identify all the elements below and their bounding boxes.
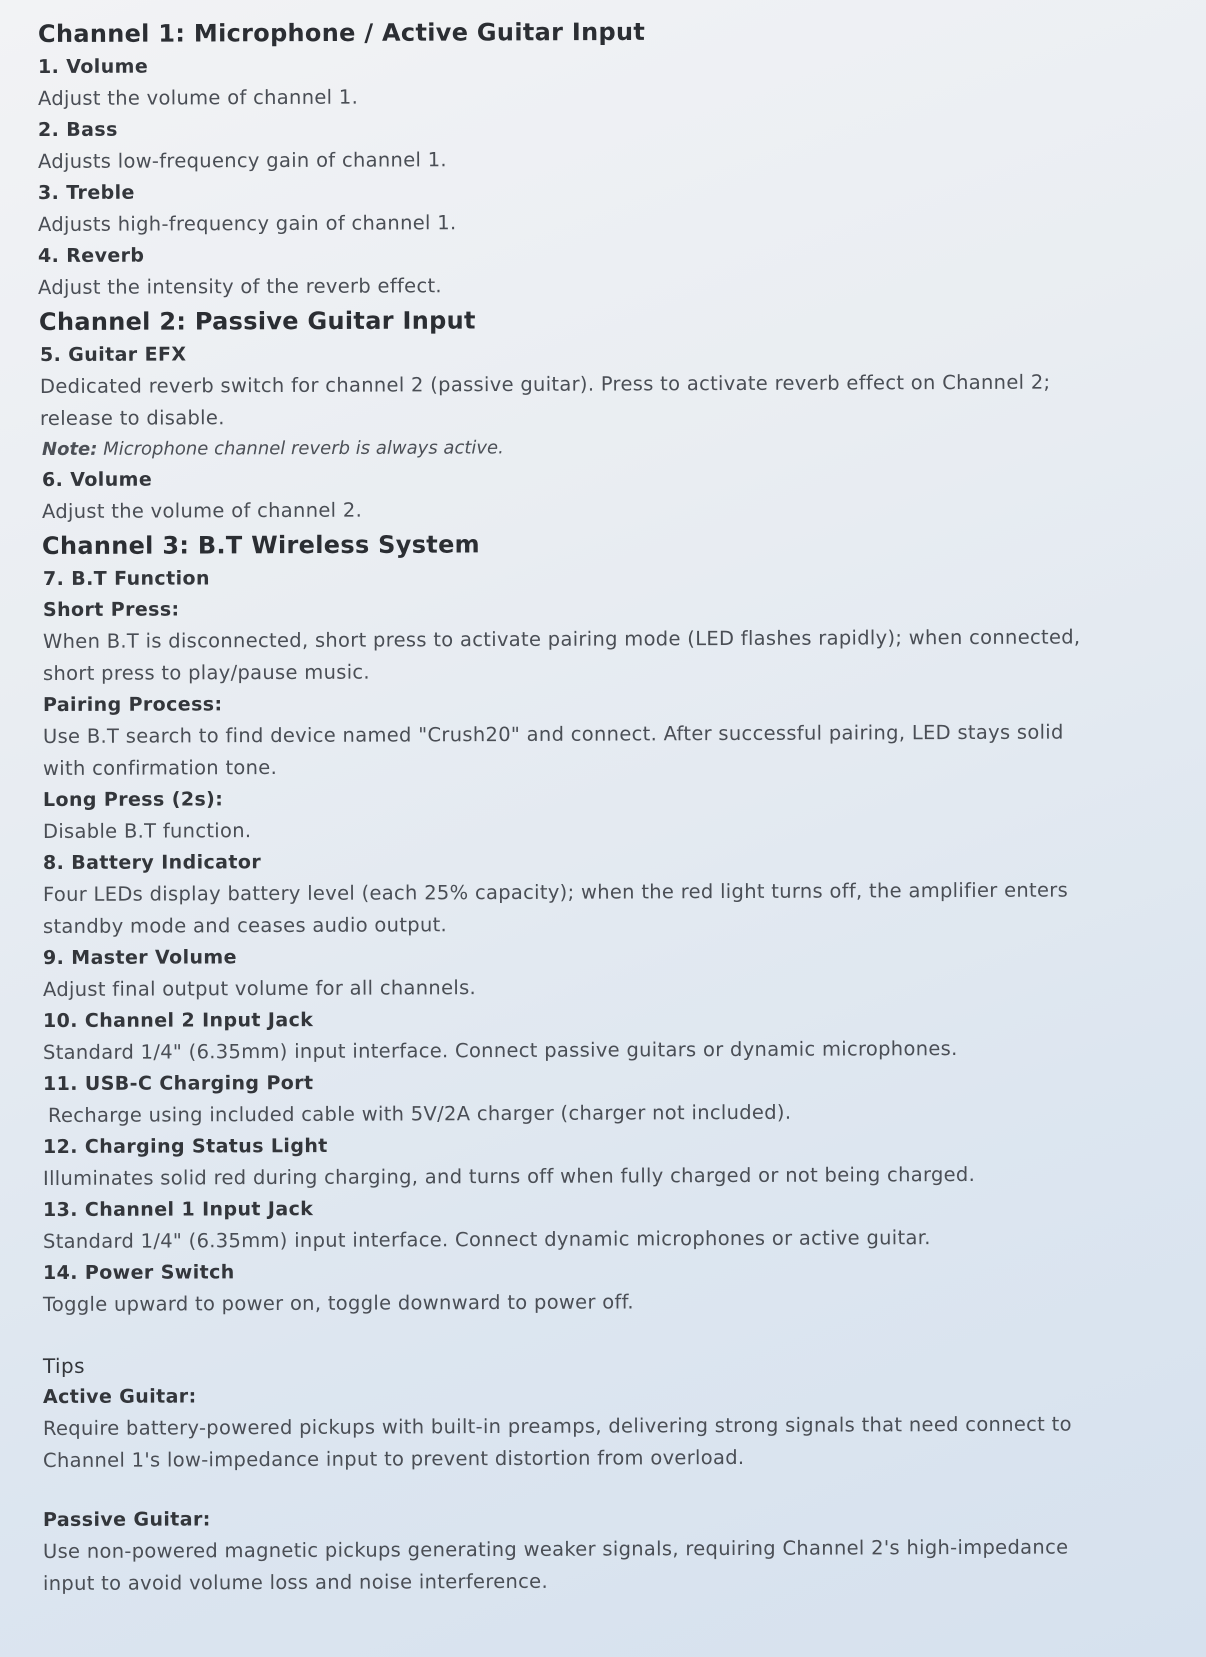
- item-13-text: Standard 1/4" (6.35mm) input interface. Connect dynamic microphones or active guitar.: [42, 1226, 931, 1253]
- item-2-title: 2. Bass: [37, 118, 118, 141]
- passive-guitar-label: Passive Guitar:: [42, 1508, 211, 1531]
- spacer: [38, 1321, 1178, 1351]
- item-11-text: Recharge using included cable with 5V/2A charger (charger not included).: [47, 1100, 792, 1127]
- tips-heading: Tips: [42, 1353, 85, 1378]
- long-press-label: Long Press (2s):: [42, 788, 224, 811]
- item-5-text-line2: release to disable.: [39, 406, 225, 430]
- item-4-text: Adjust the intensity of the reverb effect.: [37, 274, 442, 299]
- item-8-line1: Four LEDs display battery level (each 25% capacity); when the red light turns off, the amplifier enters: [42, 878, 1069, 906]
- item-14-text: Toggle upward to power on, toggle downward to power off.: [42, 1290, 634, 1316]
- item-3-text: Adjusts high-frequency gain of channel 1.: [37, 211, 457, 236]
- pairing-line1: Use B.T search to find device named "Crush20" and connect. After successful pairing, LED stays solid: [42, 720, 1064, 748]
- item-8-title: 8. Battery Indicator: [42, 851, 262, 874]
- item-9-text: Adjust final output volume for all channels.: [42, 976, 477, 1001]
- item-14-title: 14. Power Switch: [42, 1261, 235, 1284]
- channel3-heading: Channel 3: B.T Wireless System: [41, 530, 480, 560]
- note-text: Microphone channel reverb is always active.: [97, 437, 504, 460]
- manual-page: [38, 16, 1178, 1600]
- channel2-heading: Channel 2: Passive Guitar Input: [38, 306, 476, 336]
- item-4-title: 4. Reverb: [37, 244, 145, 267]
- passive-guitar-line2: input to avoid volume loss and noise interference.: [42, 1569, 549, 1595]
- pairing-line2: with confirmation tone.: [42, 755, 278, 780]
- channel1-heading: Channel 1: Microphone / Active Guitar Input: [37, 17, 646, 48]
- item-6-text: Adjust the volume of channel 2.: [41, 498, 363, 523]
- item-12-text: Illuminates solid red during charging, and turns off when fully charged or not being charged.: [42, 1162, 976, 1190]
- item-12-title: 12. Charging Status Light: [42, 1135, 328, 1158]
- active-guitar-line2: Channel 1's low-impedance input to prevent distortion from overload.: [42, 1445, 745, 1472]
- long-press-text: Disable B.T function.: [42, 819, 252, 843]
- item-9-title: 9. Master Volume: [42, 946, 237, 969]
- item-1-text: Adjust the volume of channel 1.: [37, 85, 359, 110]
- item-7-title: 7. B.T Function: [42, 567, 210, 590]
- short-press-label: Short Press:: [42, 598, 180, 621]
- short-press-line1: When B.T is disconnected, short press to activate pairing mode (LED flashes rapidly); when connected,: [42, 625, 1081, 653]
- item-8-line2: standby mode and ceases audio output.: [42, 913, 448, 938]
- active-guitar-line1: Require battery-powered pickups with built-in preamps, delivering strong signals that need connect to: [42, 1412, 1072, 1440]
- item-1-title: 1. Volume: [37, 55, 149, 78]
- item-10-title: 10. Channel 2 Input Jack: [42, 1009, 314, 1032]
- item-2-text: Adjusts low-frequency gain of channel 1.: [37, 148, 447, 173]
- item-13-title: 13. Channel 1 Input Jack: [42, 1198, 314, 1221]
- note-label: Note:: [41, 438, 98, 460]
- item-11-title: 11. USB-C Charging Port: [42, 1072, 314, 1095]
- item-5-text-line1: Dedicated reverb switch for channel 2 (passive guitar). Press to activate reverb effect on Channel 2;: [39, 370, 1051, 398]
- short-press-line2: short press to play/pause music.: [42, 660, 370, 685]
- pairing-label: Pairing Process:: [42, 693, 223, 716]
- item-6-title: 6. Volume: [41, 468, 153, 491]
- active-guitar-label: Active Guitar:: [42, 1385, 197, 1408]
- passive-guitar-line1: Use non-powered magnetic pickups generating weaker signals, requiring Channel 2's high-impedance: [42, 1535, 1069, 1563]
- note: [42, 431, 1178, 465]
- item-3-title: 3. Treble: [37, 181, 135, 204]
- item-10-text: Standard 1/4" (6.35mm) input interface. Connect passive guitars or dynamic microphones.: [42, 1037, 958, 1064]
- item-5-title: 5. Guitar EFX: [39, 343, 187, 366]
